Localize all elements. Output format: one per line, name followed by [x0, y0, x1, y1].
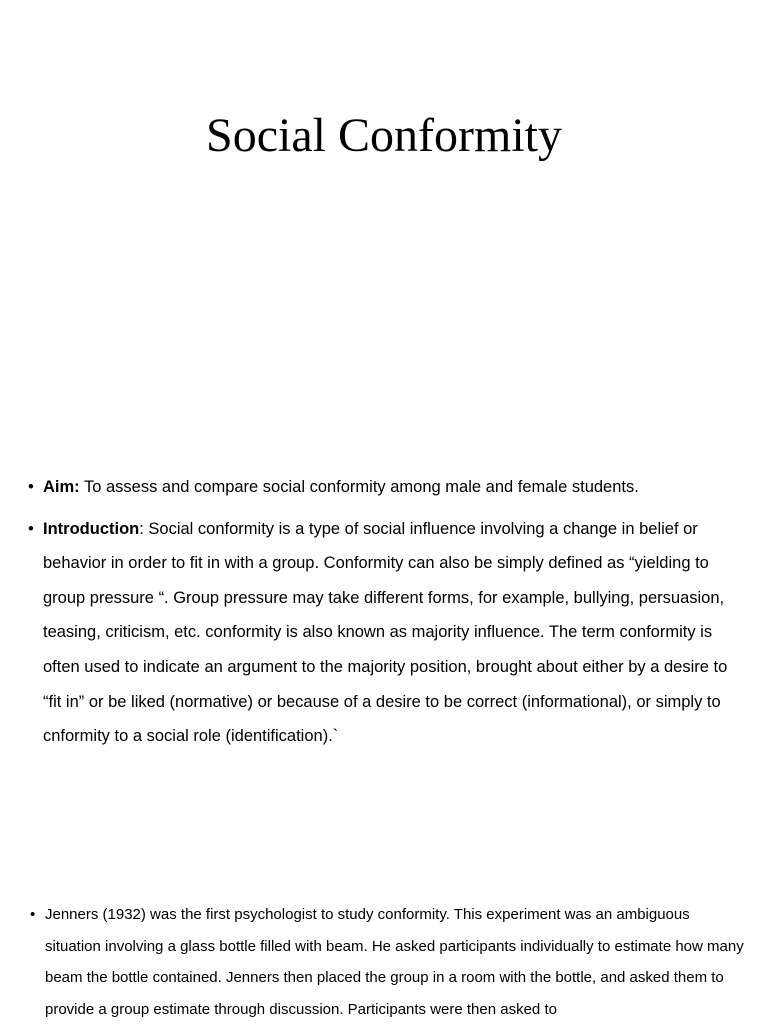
bullet-icon: •: [28, 478, 34, 496]
aim-label: Aim:: [43, 478, 80, 496]
introduction-label: Introduction: [43, 519, 140, 538]
page-title: Social Conformity: [206, 109, 562, 162]
bullet-icon: •: [30, 906, 36, 923]
bullet-icon: •: [28, 519, 34, 538]
jenners-text: Jenners (1932) was the first psychologist to study conformity. This experiment was an ambiguous situation involving a glass bottle filled with beam. He asked participants individually to estimate how many beam the bottle contained. Jenners then placed the group in a room with the bottle, and asked them to provide a group estimate through discussion. Participants were then asked to: [45, 906, 744, 1018]
introduction-bullet: [28, 512, 748, 754]
bullet-list-secondary: [30, 899, 745, 1024]
introduction-text: : Social conformity is a type of social influence involving a change in belief or behavior in order to fit in with a group. Conformity can also be simply defined as “yielding to group pressure “. Group pressure may take different forms, for example, bullying, persuasion, teasing, criticism, etc. conformity is also known as majority influence. The term conformity is often used to indicate an argument to the majority position, brought about either by a desire to “fit in” or be liked (normative) or because of a desire to be correct (informational), or simply to cnformity to a social role (identification).`: [43, 519, 728, 746]
aim-text: To assess and compare social conformity among male and female students.: [79, 478, 639, 496]
jenners-bullet: [30, 899, 745, 1024]
bullet-list-main: [28, 470, 748, 754]
aim-bullet: [28, 470, 748, 505]
